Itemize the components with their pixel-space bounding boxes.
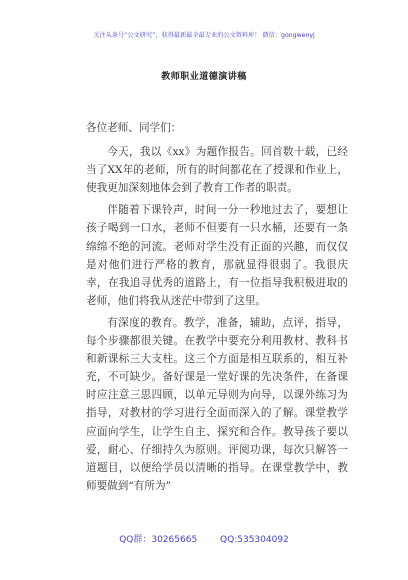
footer-contact [0, 532, 408, 545]
document-title: 教师职业道德演讲稿 [161, 72, 247, 82]
footer-qq-group: QQ群：30265665 [119, 535, 198, 545]
paragraph: 伴随着下课铃声，时间一分一秒地过去了，要想让孩子喝到一口水，老师不但要有一只水桶，还要有一条绵绵不绝的河流。老师对学生没有正面的兴趣，而仅仅是对他们进行严格的教育，那就显得很弱了。我很庆幸，在我追寻优秀的道路上，有一位指导我积极进取的老师，他们将我从迷茫中带到了这里。 [86, 204, 348, 307]
paragraph: 有深度的教育。教学，准备，辅助，点评，指导，每个步骤都很关键。在教学中要充分利用教材、教科书和新课标三大支柱。这三个方面是相互联系的，相互补充，不可缺少。备好课是一堂好课的先决条件，在备课时应注意三思四顾，以单元导则为向导，以课外练习为指导，对教材的学习进行全面而深入的了解。课堂教学应面向学生，让学生自主、探究和合作。教导孩子要以爱，耐心、仔细持久为原则。评阅功课，每次只解答一道题目，以便给学员以清晰的指导。在课堂教学中，教师要做到“有所为” [86, 316, 348, 492]
greeting: 各位老师、同学们： [86, 122, 182, 134]
header-banner: 关注头条号“公文研究”，获得最新最全最专业的公文资料库！ 微信：gongwenyj [93, 32, 315, 39]
document-body [86, 119, 348, 499]
footer-qq: QQ:535304092 [220, 535, 289, 545]
paragraph: 今天，我以《xx》为题作报告。回首数十载，已经当了XX年的老师，所有的时间都花在了授课和作业上，使我更加深刻地体会到了教育工作者的职责。 [86, 146, 348, 195]
